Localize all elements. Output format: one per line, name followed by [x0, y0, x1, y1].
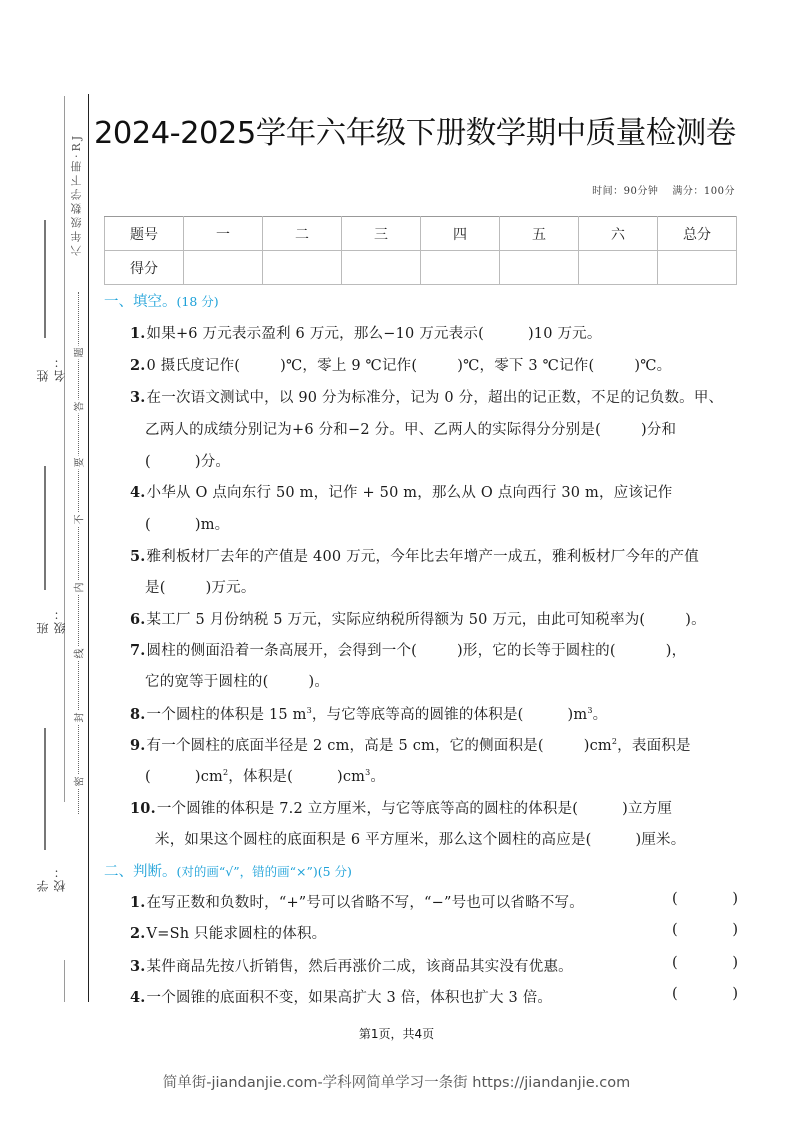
table-header-cell: 四 — [421, 217, 500, 251]
table-header-cell: 题号 — [105, 217, 184, 251]
seal-char: 题 — [71, 346, 86, 360]
section-instructions: (对的画“√”，错的画“×”)(5 分) — [176, 864, 352, 879]
answer-paren[interactable]: ( ) — [672, 986, 738, 1002]
question-line: 2.0 摄氏度记作( )℃，零上 9 ℃记作( )℃，零下 3 ℃记作( )℃。 — [130, 357, 672, 374]
question-line: 3.在一次语文测试中，以 90 分为标准分，记为 0 分，超出的记正数，不足的记负数。甲、 — [130, 389, 724, 406]
question-line: 4.小华从 O 点向东行 50 m，记作 + 50 m，那么从 O 点向西行 30 m，应该记作 — [130, 484, 673, 501]
question-line: ( )m。 — [145, 517, 230, 533]
seal-char: 线 — [71, 647, 86, 661]
section-points: (18 分) — [176, 294, 219, 309]
table-header-cell: 二 — [263, 217, 342, 251]
class-fill-line[interactable] — [44, 466, 46, 590]
seal-char: 封 — [71, 711, 86, 725]
seal-char: 答 — [71, 400, 86, 414]
judgement-item: 1.在写正数和负数时，“+”号可以省略不写，“−”号也可以省略不写。 — [130, 894, 584, 911]
question-line: 5.雅利板材厂去年的产值是 400 万元，今年比去年增产一成五，雅利板材厂今年的产值 — [130, 548, 699, 565]
table-header-cell: 六 — [579, 217, 658, 251]
score-cell[interactable] — [263, 251, 342, 285]
outer-margin-line — [64, 96, 65, 802]
score-table-header-row — [105, 217, 737, 251]
question-line: 8.一个圆柱的体积是 15 $m^3$，与它等底等高的圆锥的体积是( )$m^3$。 — [130, 706, 608, 723]
question-line: 7.圆柱的侧面沿着一条高展开，会得到一个( )形，它的长等于圆柱的( )， — [130, 642, 687, 659]
question-line: ( )$cm^2$，体积是( )$cm^3$。 — [145, 768, 386, 785]
judgement-item: 2.V=Sh 只能求圆柱的体积。 — [130, 925, 327, 942]
page-title: 2024-2025学年六年级下册数学期中质量检测卷 — [94, 116, 736, 151]
seal-char: 内 — [71, 581, 86, 595]
table-header-cell: 五 — [500, 217, 579, 251]
class-field-label: 班级： — [36, 606, 67, 634]
question-line: 它的宽等于圆柱的( )。 — [145, 674, 330, 690]
page-indicator: 第1页，共4页 — [358, 1027, 435, 1041]
score-cell[interactable] — [500, 251, 579, 285]
section-title: 二、判断。 — [104, 864, 177, 880]
table-header-cell: 三 — [342, 217, 421, 251]
full-score: 满分：100分 — [672, 186, 735, 197]
name-field-label: 姓名： — [36, 354, 67, 382]
school-fill-line[interactable] — [44, 728, 46, 850]
seal-char: 不 — [71, 513, 86, 527]
school-field-label: 学校： — [36, 864, 67, 892]
answer-paren[interactable]: ( ) — [672, 955, 738, 971]
score-table — [104, 216, 737, 285]
table-header-cell: 总分 — [658, 217, 737, 251]
question-line: 米，如果这个圆柱的底面积是 6 平方厘米，那么这个圆柱的高应是( )厘米。 — [155, 832, 686, 848]
table-row-label: 得分 — [105, 251, 184, 285]
judgement-item: 4.一个圆锥的底面积不变，如果高扩大 3 倍，体积也扩大 3 倍。 — [130, 989, 553, 1006]
watermark-text: 简单街-jiandanjie.com-学科网简单学习一条街 https://jiandanjie.com — [162, 1075, 631, 1091]
section-title: 一、填空。 — [104, 294, 177, 310]
score-cell[interactable] — [421, 251, 500, 285]
score-cell[interactable] — [579, 251, 658, 285]
section-heading-judgement — [104, 860, 352, 881]
series-label: 六年级数学下册·RJ — [70, 132, 83, 256]
time-limit: 时间：90分钟 — [592, 186, 659, 197]
exam-info — [592, 182, 735, 197]
score-cell[interactable] — [342, 251, 421, 285]
section-heading-fill-blank — [104, 290, 219, 311]
binding-strip — [0, 0, 100, 1122]
question-line: 6.某工厂 5 月份纳税 5 万元，实际应纳税所得额为 50 万元，由此可知税率为( )。 — [130, 611, 706, 628]
seal-line-dots — [78, 292, 79, 814]
question-line: 1.如果+6 万元表示盈利 6 万元，那么−10 万元表示( )10 万元。 — [130, 325, 602, 342]
seal-char: 密 — [71, 775, 86, 789]
question-line: 9.有一个圆柱的底面半径是 2 cm，高是 5 cm，它的侧面积是( )$cm^2$，表面积是 — [130, 737, 691, 754]
name-fill-line[interactable] — [44, 220, 46, 338]
judgement-item: 3.某件商品先按八折销售，然后再涨价二成，该商品其实没有优惠。 — [130, 958, 573, 975]
question-line: 是( )万元。 — [145, 580, 256, 596]
answer-paren[interactable]: ( ) — [672, 922, 738, 938]
question-line: ( )分。 — [145, 454, 231, 470]
score-cell[interactable] — [184, 251, 263, 285]
question-line: 乙两人的成绩分别记为+6 分和−2 分。甲、乙两人的实际得分分别是( )分和 — [145, 422, 677, 438]
seal-char: 要 — [71, 456, 86, 470]
answer-paren[interactable]: ( ) — [672, 891, 738, 907]
score-table-score-row — [105, 251, 737, 285]
question-line: 10.一个圆锥的体积是 7.2 立方厘米，与它等底等高的圆柱的体积是( )立方厘 — [130, 800, 673, 817]
outer-margin-line-lower — [64, 960, 65, 1002]
table-header-cell: 一 — [184, 217, 263, 251]
score-cell[interactable] — [658, 251, 737, 285]
binding-divider-line — [88, 94, 89, 1002]
